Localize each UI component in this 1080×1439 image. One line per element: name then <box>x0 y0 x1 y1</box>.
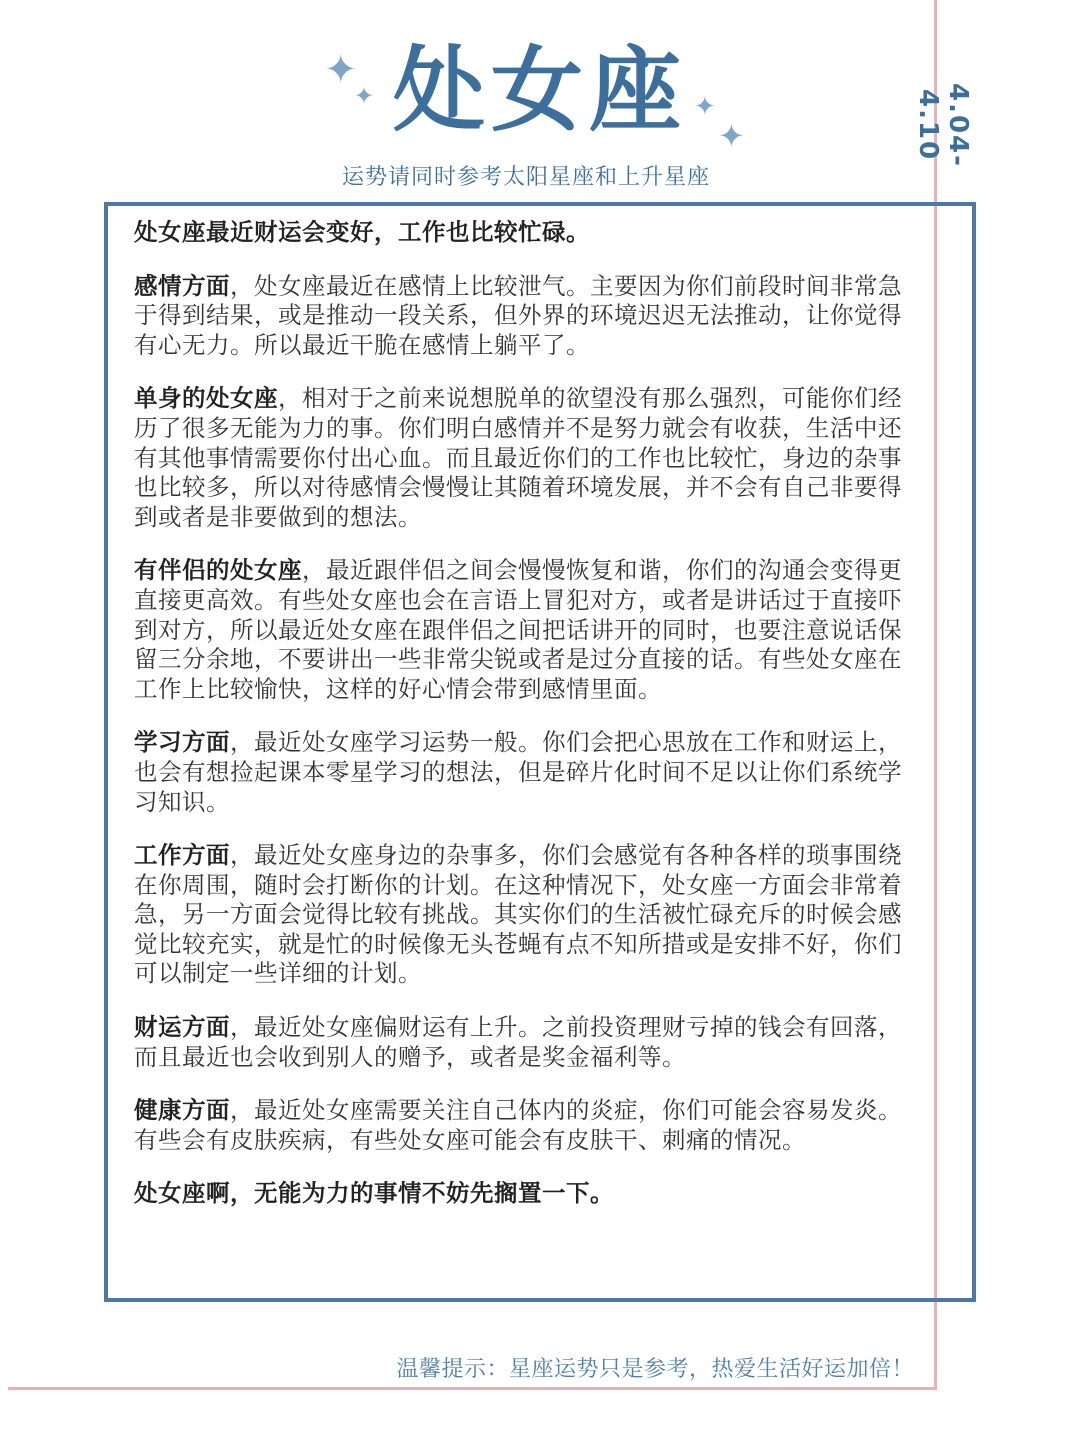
paragraph-heading: 单身的处女座 <box>134 384 278 413</box>
paragraph-text: ，最近处女座需要关注自己体内的炎症，你们可能会容易发炎。 有些会有皮肤疾病，有些处女座可能会有皮肤干、刺痛的情况。 <box>134 1096 902 1154</box>
footer-tip: 温馨提示：星座运势只是参考，热爱生活好运加倍！ <box>396 1357 914 1382</box>
summary-paragraph <box>134 218 914 248</box>
love-paragraph <box>134 272 914 361</box>
closing-paragraph <box>134 1179 914 1209</box>
sparkle-icon: ✦ <box>694 92 716 122</box>
single-paragraph <box>134 384 914 532</box>
sparkle-icon: ✦ <box>718 117 745 155</box>
paragraph-heading: 感情方面 <box>134 271 230 300</box>
paragraph-heading: 有伴侣的处女座 <box>134 556 302 585</box>
paragraph-heading: 健康方面 <box>134 1096 230 1125</box>
page-title: 处女座 <box>392 37 687 144</box>
work-paragraph <box>134 841 914 989</box>
sparkle-icon: ✦ <box>324 47 358 93</box>
paragraph-text: ，最近处女座学习运势一般。你们会把心思放在工作和财运上，也会有想捡起课本零星学习的想法，但是碎片化时间不足以让你们系统学习知识。 <box>134 728 902 816</box>
wealth-paragraph <box>134 1013 914 1072</box>
paragraph-heading: 处女座啊，无能为力的事情不妨先搁置一下。 <box>134 1179 614 1208</box>
paragraph-text: ，最近跟伴侣之间会慢慢恢复和谐，你们的沟通会变得更直接更高效。有些处女座也会在言语上冒犯对方，或者是讲话过于直接吓到对方，所以最近处女座在跟伴侣之间把话讲开的同时，也要注意说话保留三分余地，不要讲出一些非常尖锐或者是过分直接的话。有些处女座在工作上比较愉快，这样的好心情会带到感情里面。 <box>134 556 902 703</box>
partnered-paragraph <box>134 556 914 704</box>
study-paragraph <box>134 728 914 817</box>
frame-line-horizontal <box>8 1387 937 1390</box>
paragraph-text: ，处女座最近在感情上比较泄气。主要因为你们前段时间非常急于得到结果，或是推动一段关系，但外界的环境迟迟无法推动，让你觉得有心无力。所以最近干脆在感情上躺平了。 <box>134 271 902 359</box>
date-range: 4.04-4.10 <box>913 82 973 168</box>
paragraph-text: ，最近处女座身边的杂事多，你们会感觉有各种各样的琐事围绕在你周围，随时会打断你的计划。在这种情况下，处女座一方面会非常着急，另一方面会觉得比较有挑战。其实你们的生活被忙碌充斥的时候会感觉比较充实，就是忙的时候像无头苍蝇有点不知所措或是安排不好，你们可以制定一些详细的计划。 <box>134 841 902 988</box>
paragraph-text: ，相对于之前来说想脱单的欲望没有那么强烈，可能你们经历了很多无能为力的事。你们明白感情并不是努力就会有收获，生活中还有其他事情需要你付出心血。而且最近你们的工作也比较忙，身边的杂事也比较多，所以对待感情会慢慢让其随着环境发展，并不会有自己非要得到或者是非要做到的想法。 <box>134 384 902 531</box>
health-paragraph <box>134 1096 914 1155</box>
paragraph-text: ，最近处女座偏财运有上升。之前投资理财亏掉的钱会有回落，而且最近也会收到别人的赠予，或者是奖金福利等。 <box>134 1013 902 1071</box>
paragraph-heading: 工作方面 <box>134 841 230 870</box>
paragraph-heading: 财运方面 <box>134 1013 230 1042</box>
horoscope-body <box>134 218 914 1233</box>
paragraph-heading: 学习方面 <box>134 728 230 757</box>
page-subtitle: 运势请同时参考太阳星座和上升星座 <box>341 165 710 190</box>
sparkle-icon: ✦ <box>354 82 375 110</box>
paragraph-heading: 处女座最近财运会变好，工作也比较忙碌。 <box>134 218 590 246</box>
